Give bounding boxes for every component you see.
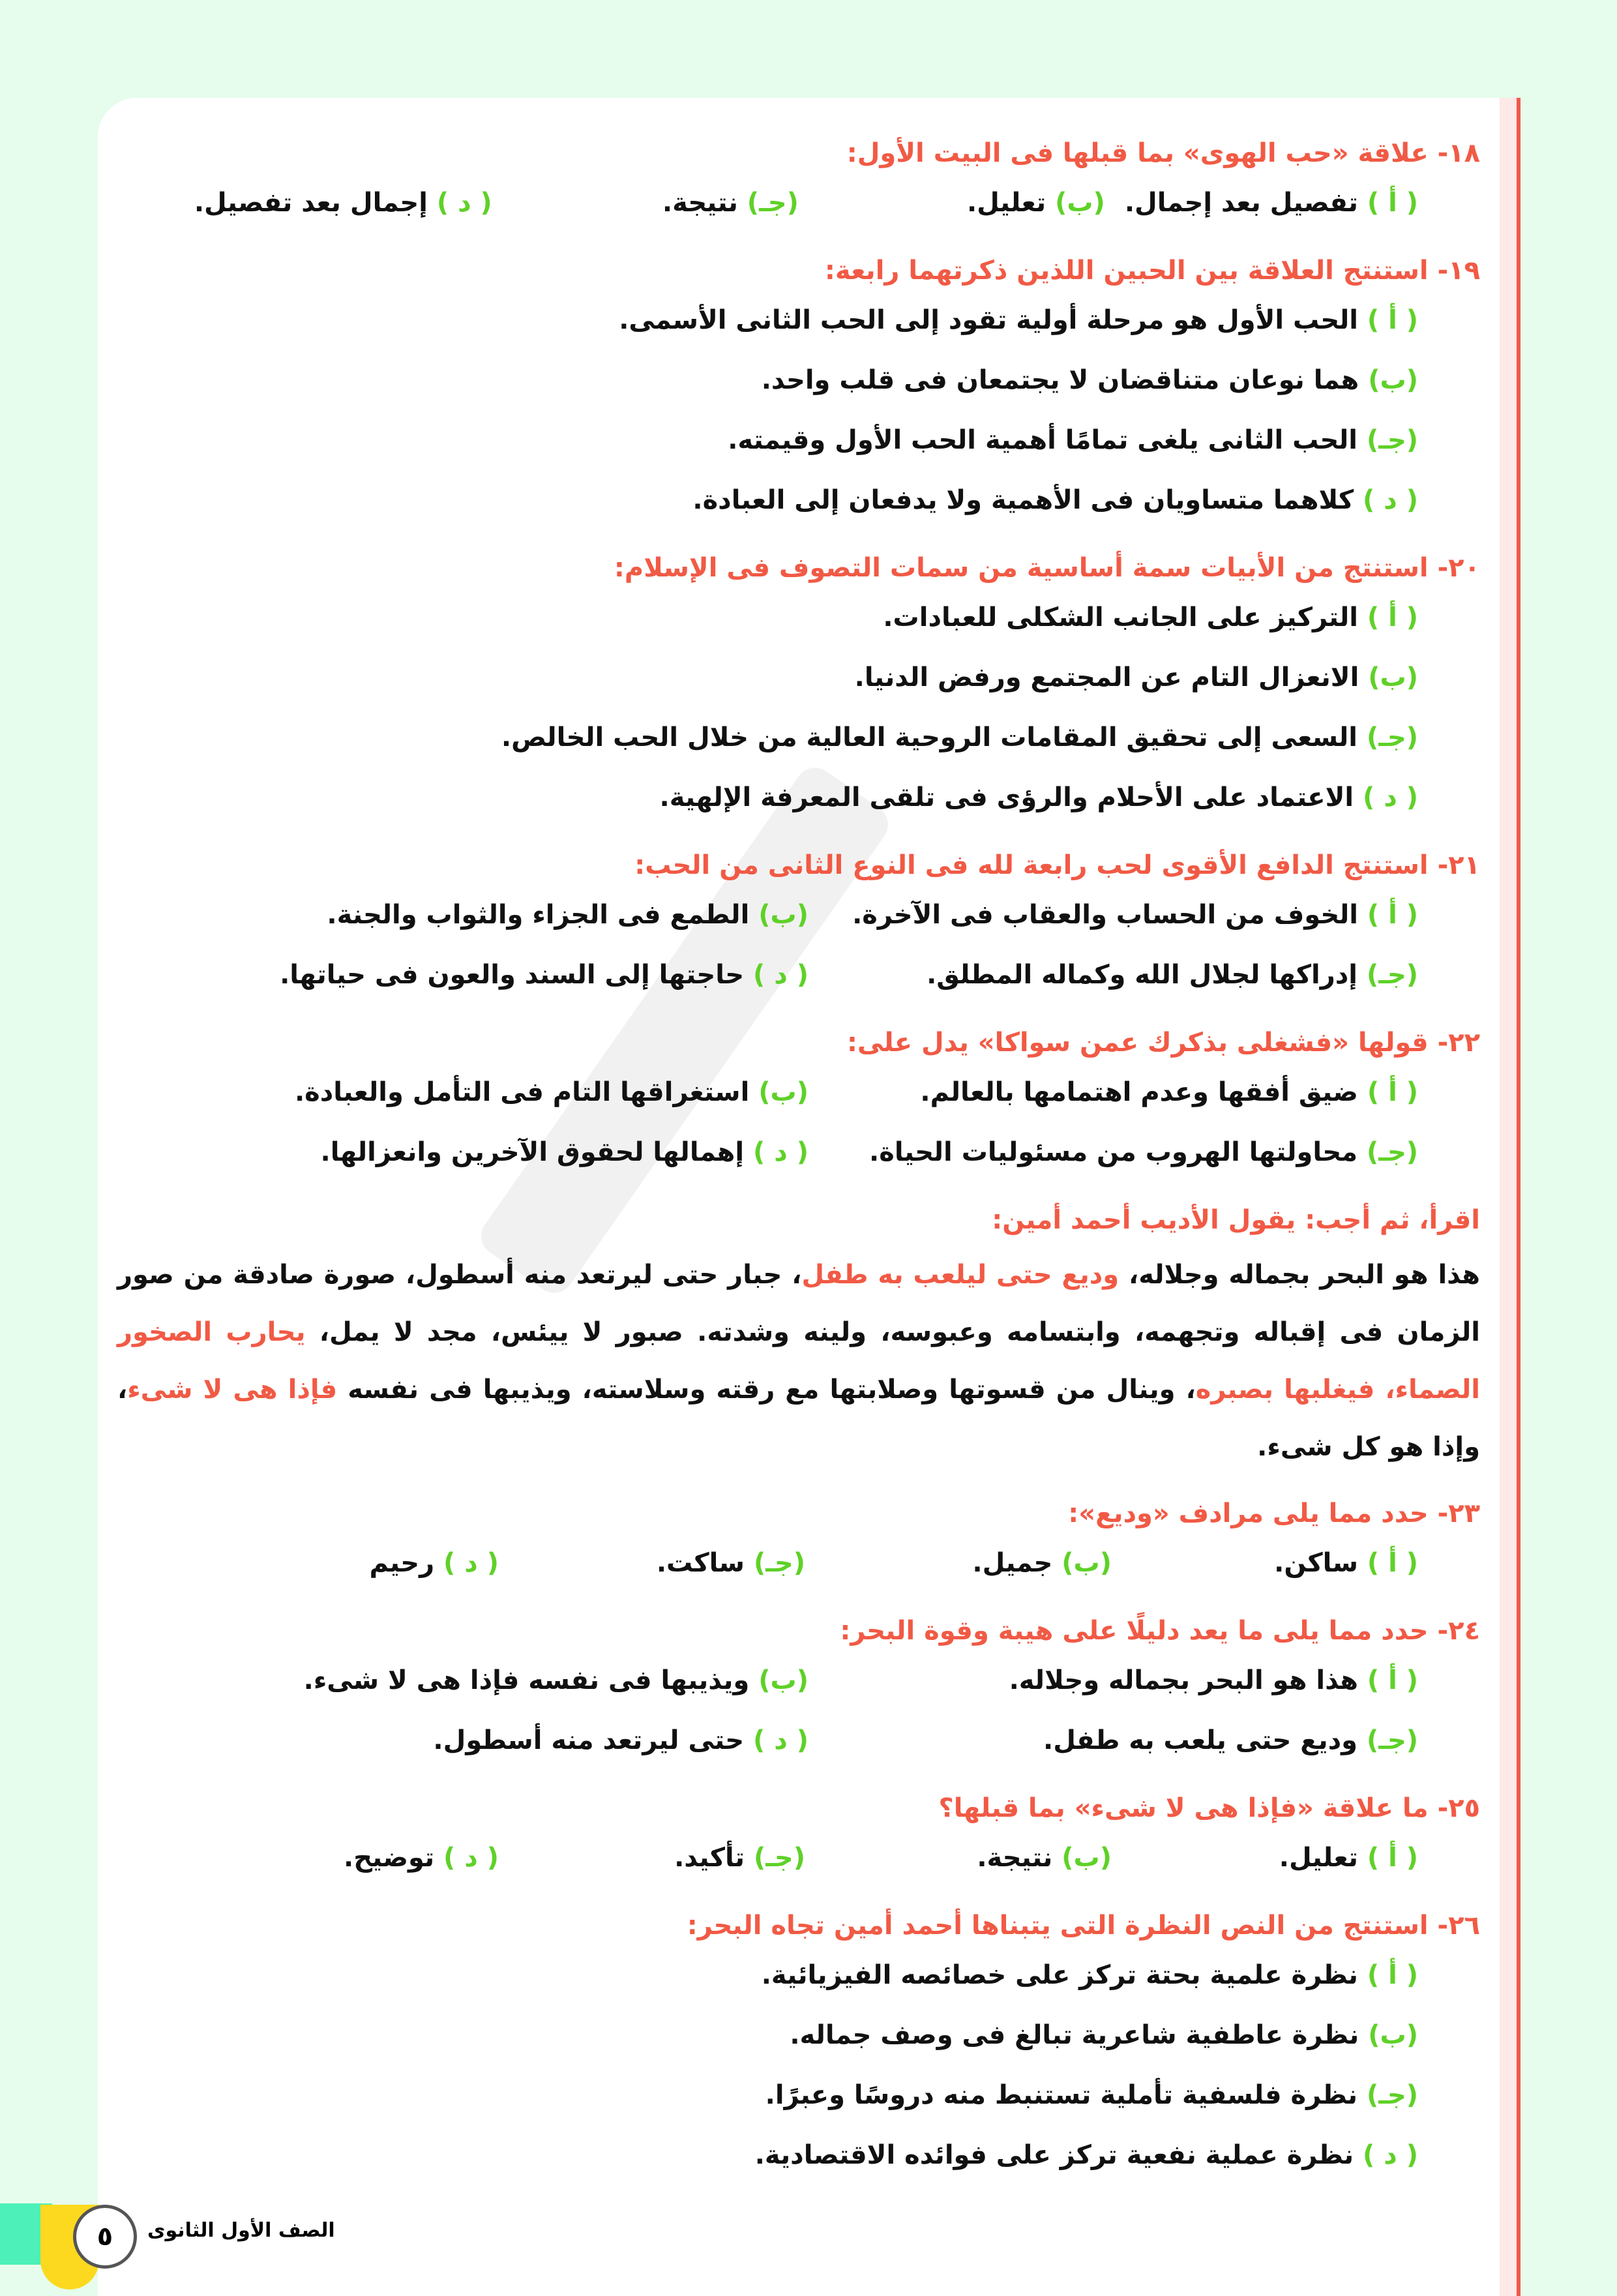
option-text: محاولتها الهروب من مسئوليات الحياة. <box>869 1137 1357 1167</box>
q25-option <box>499 1828 805 1888</box>
q18-option <box>175 173 492 233</box>
option-text: الحب الثانى يلغى تمامًا أهمية الحب الأول وقيمته. <box>728 425 1357 455</box>
option-text: ساكت. <box>656 1548 745 1578</box>
q22-option <box>199 1122 808 1182</box>
q24-option <box>199 1650 808 1710</box>
option-text: نظرة فلسفية تأملية تستنبط منه دروسًا وعبرًا. <box>765 2080 1357 2110</box>
q25-option <box>805 1828 1112 1888</box>
q23-option <box>1112 1533 1418 1593</box>
option-text: حتى ليرتعد منه أسطول. <box>433 1725 745 1755</box>
q19-option <box>117 410 1418 470</box>
highlighted-phrase: وديع حتى ليلعب به طفل <box>801 1260 1120 1290</box>
option-text: رحيم <box>369 1548 435 1578</box>
q24-option <box>808 1710 1418 1770</box>
q26-option <box>735 2125 1418 2185</box>
q25-options <box>117 1828 1418 1888</box>
option-label: ( أ ) <box>1367 1665 1418 1695</box>
option-label: (جـ) <box>753 1843 805 1873</box>
option-label: ( أ ) <box>1367 603 1418 633</box>
option-label: (ب) <box>1368 2020 1418 2050</box>
option-label: ( د ) <box>443 1548 499 1578</box>
q22-option <box>808 1062 1418 1122</box>
q19-option <box>117 350 1418 410</box>
option-label: (ب) <box>1368 663 1418 693</box>
option-text: حاجتها إلى السند والعون فى حياتها. <box>280 960 745 990</box>
q24-title: ٢٤- حدد مما يلى ما يعد دليلًا على هيبة وقوة البحر: <box>840 1616 1480 1646</box>
q26-option <box>746 2065 1418 2125</box>
passage-text: ، جبار حتى ليرتعد منه أسطول، صورة صادقة من صور الزمان فى إقباله وتجهمه، وابتسامه وعبوسه، ولينه وشدته. صبور لا ييئس، مجد لا يمل، <box>117 1260 1481 1347</box>
highlighted-phrase: فإذا هى لا شىء <box>127 1375 338 1405</box>
highlighted-phrase: يحارب الصخور الصماء، فيغلبها بصبره <box>117 1317 1481 1405</box>
option-text: تفصيل بعد إجمال. <box>1124 188 1358 218</box>
passage-text: ، وإذا هو كل شىء. <box>117 1375 1480 1462</box>
option-label: ( د ) <box>753 960 808 990</box>
q19-option <box>117 470 1418 530</box>
footer <box>0 2185 1617 2296</box>
q23-option <box>499 1533 805 1593</box>
q26-option <box>742 1945 1418 2005</box>
q24-option <box>199 1710 808 1770</box>
q22-options <box>117 1062 1418 1182</box>
option-text: الاعتماد على الأحلام والرؤى فى تلقى المعرفة الإلهية. <box>659 783 1354 813</box>
q22-option <box>199 1062 808 1122</box>
q19-option <box>117 290 1418 350</box>
q21-option <box>808 945 1418 1005</box>
option-label: ( د ) <box>436 188 492 218</box>
q23-options <box>117 1533 1418 1593</box>
option-label: ( د ) <box>443 1843 499 1873</box>
q20-option <box>117 648 1418 708</box>
option-label: (جـ) <box>1366 1725 1418 1755</box>
option-label: ( أ ) <box>1367 1548 1418 1578</box>
option-label: (جـ) <box>1366 1137 1418 1167</box>
q22-option <box>808 1122 1418 1182</box>
q26-title: ٢٦- استنتج من النص النظرة التى يتبناها أحمد أمين تجاه البحر: <box>687 1911 1480 1941</box>
option-label: (جـ) <box>1366 723 1418 753</box>
q20-title: ٢٠- استنتج من الأبيات سمة أساسية من سمات التصوف فى الإسلام: <box>614 553 1480 583</box>
q20-option <box>117 708 1418 768</box>
option-text: الانعزال التام عن المجتمع ورفض الدنيا. <box>854 663 1359 693</box>
option-label: ( د ) <box>1363 2140 1418 2170</box>
option-text: تأكيد. <box>674 1843 745 1873</box>
q18-option <box>799 173 1105 233</box>
option-text: نظرة عاطفية شاعرية تبالغ فى وصف جماله. <box>790 2020 1359 2050</box>
option-label: (ب) <box>1061 1548 1112 1578</box>
option-label: (ب) <box>758 1077 808 1107</box>
q25-option <box>1112 1828 1418 1888</box>
q21-option <box>808 885 1418 945</box>
q22-title: ٢٢- قولها «فشغلى بذكرك عمن سواكا» يدل على: <box>847 1028 1480 1058</box>
option-text: استغراقها التام فى التأمل والعبادة. <box>294 1077 750 1107</box>
grade-label: الصف الأول الثانوى <box>147 2219 335 2242</box>
q21-options <box>117 885 1418 1005</box>
option-text: نتيجة. <box>662 188 738 218</box>
option-label: ( د ) <box>753 1725 808 1755</box>
q18-option <box>1105 173 1418 233</box>
option-label: ( د ) <box>1363 485 1418 515</box>
q26-option <box>770 2005 1418 2065</box>
option-label: ( أ ) <box>1367 1077 1418 1107</box>
q20-options <box>117 588 1418 827</box>
q23-title: ٢٣- حدد مما يلى مرادف «وديع»: <box>1068 1498 1480 1528</box>
q20-option <box>117 768 1418 827</box>
option-label: ( أ ) <box>1367 1960 1418 1990</box>
option-text: التركيز على الجانب الشكلى للعبادات. <box>883 603 1358 633</box>
reading-title: اقرأ، ثم أجب: يقول الأديب أحمد أمين: <box>992 1205 1480 1235</box>
option-label: ( د ) <box>753 1137 808 1167</box>
option-label: (ب) <box>758 900 808 930</box>
option-text: تعليل. <box>966 188 1046 218</box>
option-label: ( أ ) <box>1367 305 1418 335</box>
option-text: ويذيبها فى نفسه فإذا هى لا شىء. <box>303 1665 750 1695</box>
page-number: ٥ <box>73 2205 137 2269</box>
reading-passage <box>117 1246 1480 1476</box>
option-text: هما نوعان متناقضان لا يجتمعان فى قلب واحد. <box>761 365 1359 395</box>
option-text: ساكن. <box>1274 1548 1358 1578</box>
q20-option <box>117 588 1418 648</box>
option-text: الحب الأول هو مرحلة أولية تقود إلى الحب الثانى الأسمى. <box>619 305 1358 335</box>
q19-title: ١٩- استنتج العلاقة بين الحبين اللذين ذكرتهما رابعة: <box>824 256 1480 286</box>
option-label: (جـ) <box>1366 425 1418 455</box>
option-label: (ب) <box>1368 365 1418 395</box>
option-label: ( أ ) <box>1367 1843 1418 1873</box>
option-text: نظرة عملية نفعية تركز على فوائده الاقتصادية. <box>754 2140 1354 2170</box>
option-label: (جـ) <box>753 1548 805 1578</box>
q18-option <box>492 173 799 233</box>
q21-option <box>199 945 808 1005</box>
option-text: الخوف من الحساب والعقاب فى الآخرة. <box>852 900 1358 930</box>
option-label: (ب) <box>1055 188 1105 218</box>
questions-area <box>117 134 1480 2185</box>
q18-title: ١٨- علاقة «حب الهوى» بما قبلها فى البيت الأول: <box>846 138 1480 168</box>
margin-line <box>1517 98 1521 2296</box>
passage-text: هذا هو البحر بجماله وجلاله، <box>1119 1260 1480 1290</box>
option-text: إدراكها لجلال الله وكماله المطلق. <box>927 960 1357 990</box>
option-label: (ب) <box>758 1665 808 1695</box>
q18-options <box>117 173 1418 233</box>
option-text: السعى إلى تحقيق المقامات الروحية العالية من خلال الحب الخالص. <box>501 723 1357 753</box>
q25-option <box>192 1828 499 1888</box>
option-text: وديع حتى يلعب به طفل. <box>1043 1725 1357 1755</box>
option-label: ( د ) <box>1363 783 1418 813</box>
option-text: جميل. <box>972 1548 1053 1578</box>
option-label: (ب) <box>1061 1843 1112 1873</box>
option-text: الطمع فى الجزاء والثواب والجنة. <box>327 900 750 930</box>
option-text: هذا هو البحر بجماله وجلاله. <box>1009 1665 1358 1695</box>
q24-options <box>117 1650 1418 1770</box>
option-label: (جـ) <box>1366 960 1418 990</box>
option-label: ( أ ) <box>1367 188 1418 218</box>
option-text: تعليل. <box>1279 1843 1358 1873</box>
q23-option <box>192 1533 499 1593</box>
q23-option <box>805 1533 1112 1593</box>
option-text: إهمالها لحقوق الآخرين وانعزالها. <box>320 1137 745 1167</box>
q25-title: ٢٥- ما علاقة «فإذا هى لا شىء» بما قبلها؟ <box>938 1793 1480 1823</box>
q19-options <box>117 290 1418 530</box>
option-text: توضيح. <box>344 1843 435 1873</box>
q21-option <box>199 885 808 945</box>
option-label: ( أ ) <box>1367 900 1418 930</box>
option-text: ضيق أفقها وعدم اهتمامها بالعالم. <box>920 1077 1358 1107</box>
option-text: نظرة علمية بحتة تركز على خصائصه الفيزيائية. <box>761 1960 1358 1990</box>
option-text: إجمال بعد تفصيل. <box>194 188 428 218</box>
q24-option <box>808 1650 1418 1710</box>
option-text: نتيجة. <box>977 1843 1053 1873</box>
option-label: (جـ) <box>747 188 799 218</box>
option-text: كلاهما متساويان فى الأهمية ولا يدفعان إلى العبادة. <box>692 485 1354 515</box>
q26-options <box>117 1945 1418 2185</box>
passage-text: ، وينال من قسوتها وصلابتها مع رقته وسلاسته، ويذيبها فى نفسه <box>337 1375 1196 1405</box>
option-label: (جـ) <box>1366 2080 1418 2110</box>
q21-title: ٢١- استنتج الدافع الأقوى لحب رابعة لله فى النوع الثانى من الحب: <box>634 850 1480 880</box>
